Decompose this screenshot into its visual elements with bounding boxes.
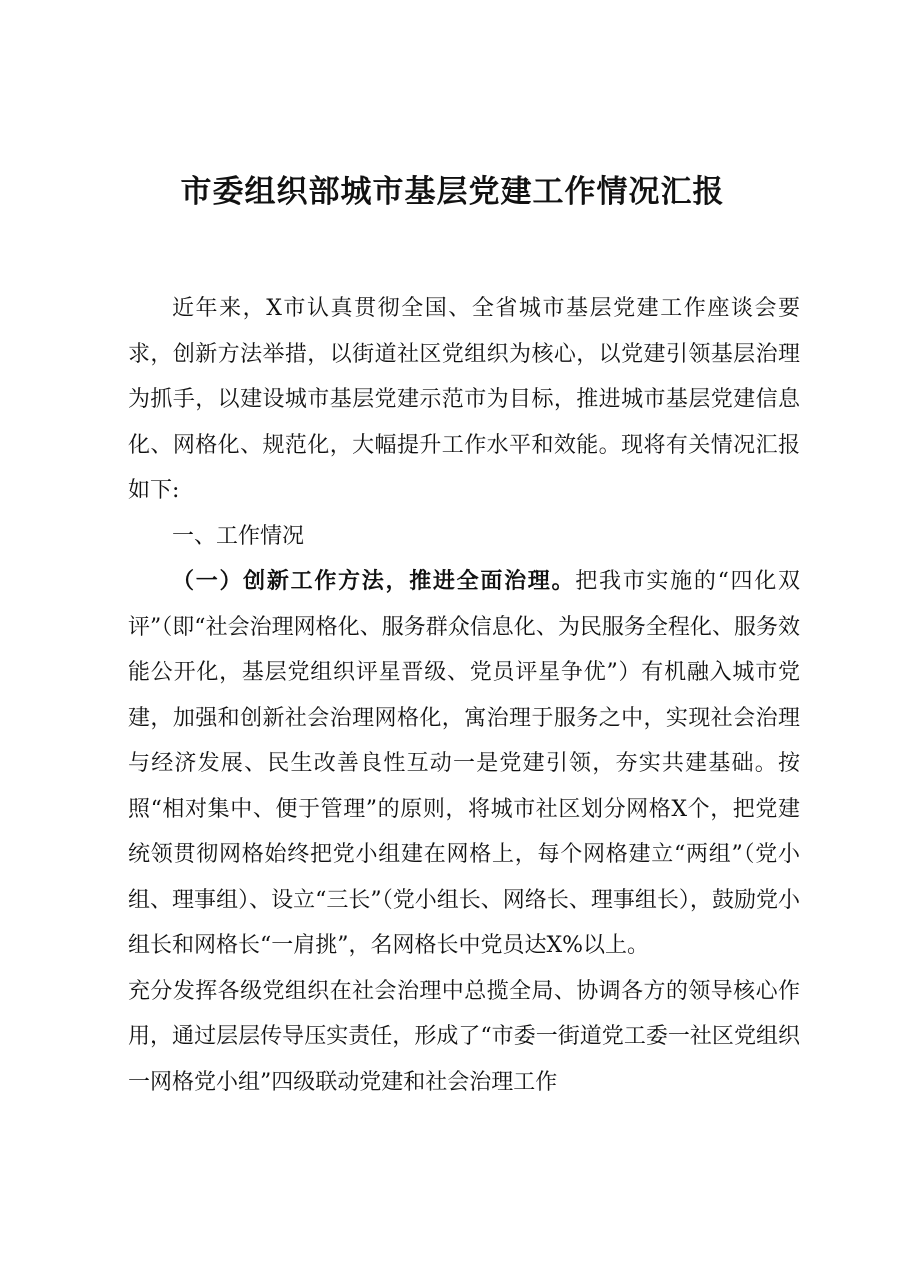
subsection-paragraph <box>128 559 800 969</box>
body-paragraph: 充分发挥各级党组织在社会治理中总揽全局、协调各方的领导核心作用，通过层层传导压实责任，形成了“市委一街道党工委一社区党组织一网格党小组”四级联动党建和社会治理工作 <box>128 978 800 1095</box>
subsection-text: 把我市实施的“四化双评”（即“社会治理网格化、服务群众信息化、为民服务全程化、服务效能公开化，基层党组织评星晋级、党员评星争优”）有机融入城市党建，加强和创新社会治理网格化，寓治理于服务之中，实现社会治理与经济发展、民生改善良性互动一是党建引领，夯实共建基础。按照“相对集中、便于管理”的原则，将城市社区划分网格X个，把党建统领贯彻网格始终把党小组建在网格上，每个网格建立“两组”（党小组、理事组）、设立“三长”（党小组长、网络长、理事组长），鼓励党小组长和网格长“一肩挑”，名网格长中党员达X%以上。 <box>128 569 800 958</box>
section-heading: 一、工作情况 <box>172 523 305 549</box>
subsection-lead: （一）创新工作方法，推进全面治理。 <box>172 568 576 594</box>
document-body <box>128 286 800 1105</box>
document-title: 市委组织部城市基层党建工作情况汇报 <box>180 174 725 210</box>
intro-paragraph: 近年来，X市认真贯彻全国、全省城市基层党建工作座谈会要求，创新方法举措，以街道社区党组织为核心，以党建引领基层治理为抓手，以建设城市基层党建示范市为目标，推进城市基层党建信息化、网格化、规范化，大幅提升工作水平和效能。现将有关情况汇报如下: <box>128 296 800 503</box>
